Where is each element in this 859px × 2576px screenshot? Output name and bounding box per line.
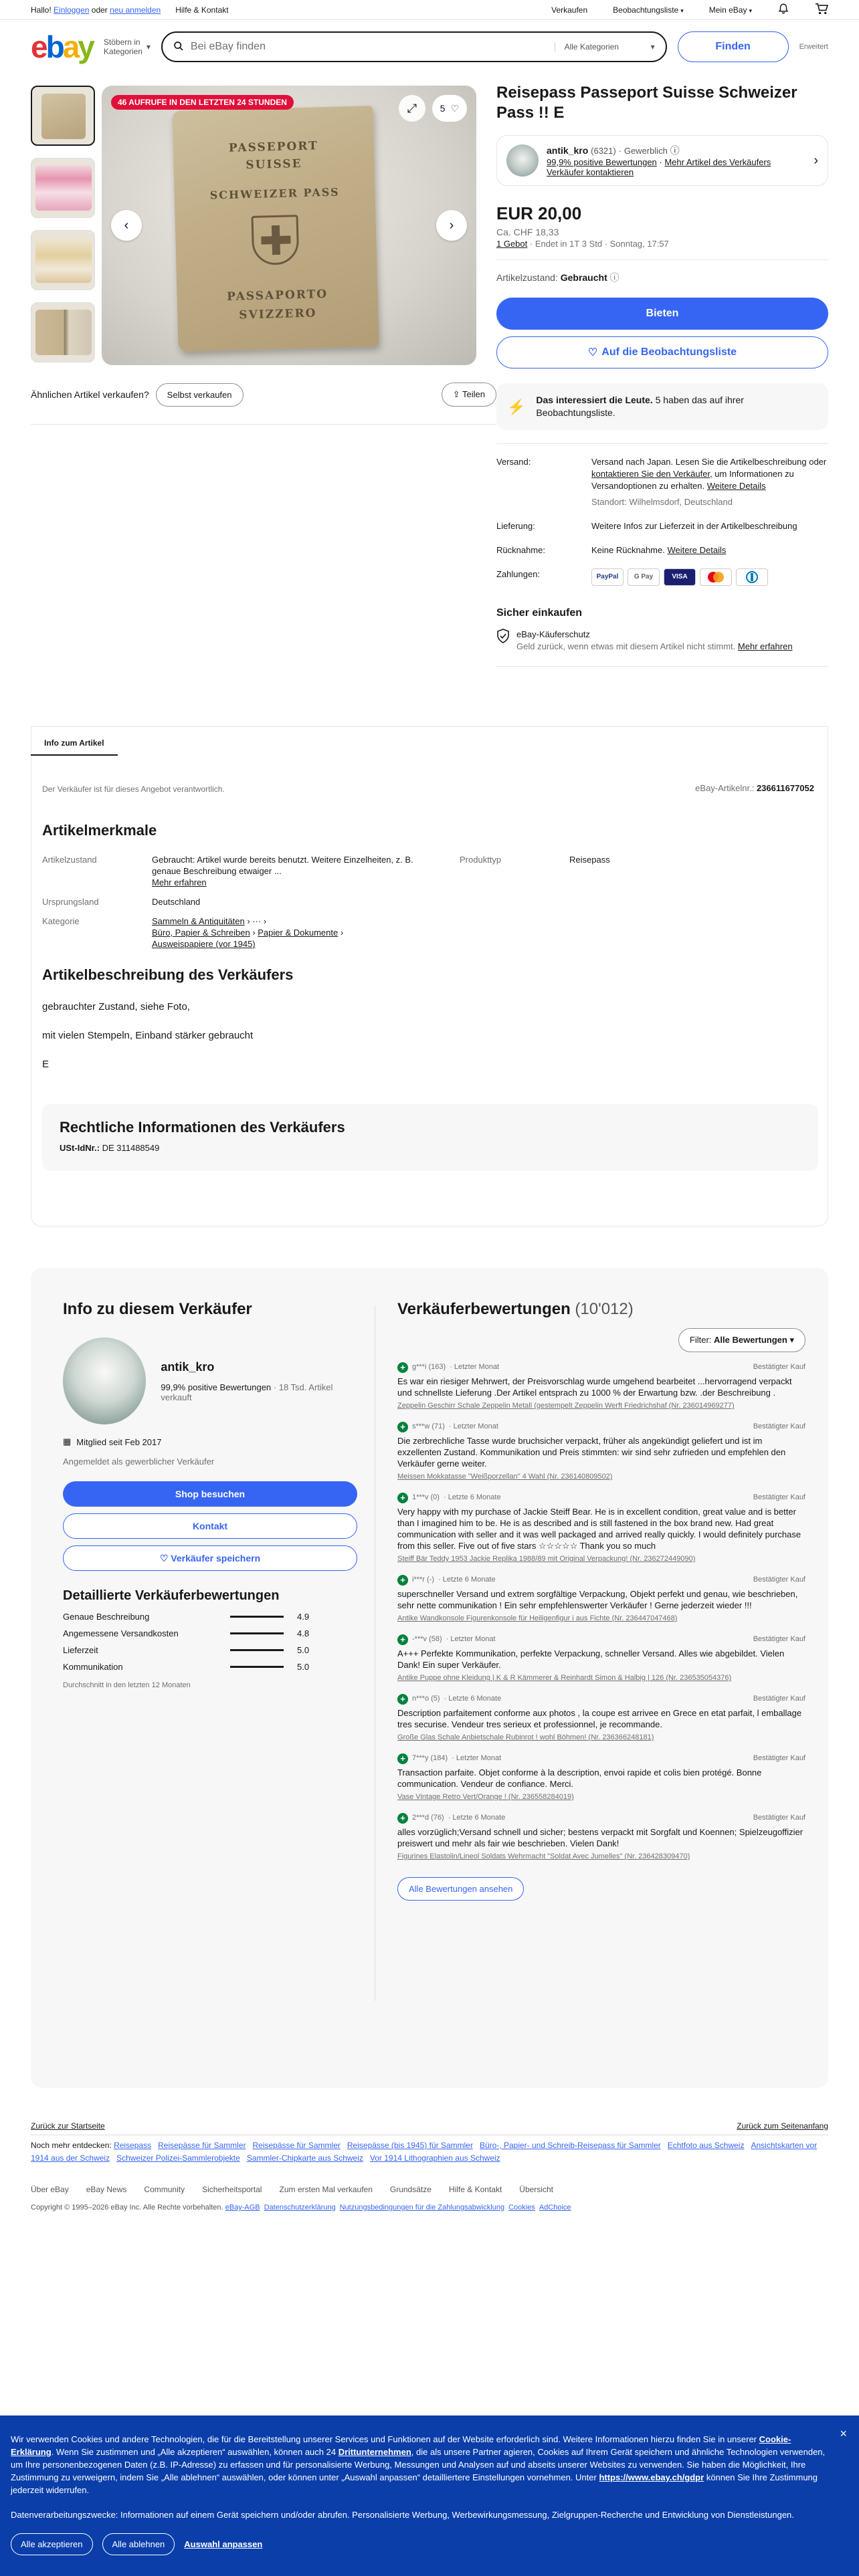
help-link[interactable]: Hilfe & Kontakt xyxy=(175,5,229,15)
seller-info-title: Info zu diesem Verkäufer xyxy=(63,1300,252,1318)
verified-purchase: Bestätigter Kauf xyxy=(753,1422,805,1430)
positive-feedback-link[interactable]: 99,9% positive Bewertungen xyxy=(547,157,657,167)
discover-link[interactable]: Reisepässe für Sammler xyxy=(158,2141,246,2150)
discover-link[interactable]: Reisepässe für Sammler xyxy=(252,2141,341,2150)
secure-shopping-title: Sicher einkaufen xyxy=(496,607,583,619)
feedback-user: n***o (5) xyxy=(412,1695,440,1703)
chevron-down-icon: ▾ xyxy=(749,7,752,14)
feedback-item-link[interactable]: Steiff Bär Teddy 1953 Jackie Replika 1988/89 mit Original Verpackung! (Nr. 236272449090) xyxy=(397,1555,696,1563)
feedback-time: · Letzter Monat xyxy=(450,1363,500,1371)
verified-purchase: Bestätigter Kauf xyxy=(753,1363,805,1371)
lightning-icon: ⚡ xyxy=(507,398,526,415)
shipping-row: Versand: Versand nach Japan. Lesen Sie die Artikelbeschreibung oder kontaktieren Sie den Verkäufer, um Informationen zu Versandoptionen zu erhalten. Weitere Details Standort: Wilhelmsdorf, Deutschland xyxy=(496,457,827,507)
footer-link[interactable]: Grundsätze xyxy=(389,2185,432,2194)
item-title: Reisepass Passeport Suisse Schweizer Pass !! E xyxy=(496,84,797,122)
feedback-user: 7***y (184) xyxy=(412,1754,448,1762)
shipping-details-link[interactable]: Weitere Details xyxy=(706,481,766,491)
seller-name[interactable]: antik_kro xyxy=(161,1360,215,1374)
bid-button[interactable]: Bieten xyxy=(496,298,828,330)
feedback-item-link[interactable]: Große Glas Schale Anbietschale Rubinrot ! wohl Böhmen! (Nr. 236366248181) xyxy=(397,1733,654,1741)
auction-end: · Endet in 1T 3 Std · Sonntag, 17:57 xyxy=(529,239,669,249)
sell-similar-bar xyxy=(31,383,496,407)
detailed-ratings-title: Detaillierte Verkäuferbewertungen xyxy=(63,1588,280,1603)
register-link[interactable]: neu anmelden xyxy=(110,5,161,15)
main-image[interactable] xyxy=(102,86,476,365)
legal-link[interactable]: eBay-AGB xyxy=(225,2204,260,2212)
google-pay-icon: G Pay xyxy=(628,568,660,586)
top-bar xyxy=(0,0,859,20)
feedback-text: Die zerbrechliche Tasse wurde bruchsicher verpackt, früher als angekündigt geliefert und ist im exzellenten Zustand. Kommunikation und Preis stimmten: wir sind sehr zufrieden und empfehlen den Verkäufer gerne weiter. xyxy=(397,1436,786,1469)
feedback-text: Very happy with my purchase of Jackie Steiff Bear. He is in excellent condition, great value and is better than I imagined him to be. He is as described and is still fastened in the box brand new. Had great communication with seller and it was well packaged and arrived really quickly. I would definitely purchase from this seller. Five out of five stars ☆☆☆☆☆ Thank you so much xyxy=(397,1507,801,1551)
feedback-time: · Letzte 6 Monate xyxy=(438,1576,496,1584)
footer-link[interactable]: eBay News xyxy=(86,2185,127,2194)
feedback-time: · Letzte 6 Monate xyxy=(443,1493,501,1501)
positive-icon: + xyxy=(397,1694,408,1705)
save-seller-button[interactable]: ♡ Verkäufer speichern xyxy=(63,1545,357,1571)
thumbnail-1[interactable] xyxy=(31,86,95,146)
feedback-time: · Letzte 6 Monate xyxy=(444,1695,502,1703)
previous-image-button[interactable] xyxy=(111,210,142,241)
close-icon[interactable]: × xyxy=(840,2427,847,2440)
feedback-user: 1***v (0) xyxy=(412,1493,440,1501)
item-number: eBay-Artikelnr.: 236611677052 xyxy=(695,783,814,793)
divider xyxy=(31,424,496,425)
verified-purchase: Bestätigter Kauf xyxy=(753,1754,805,1762)
category-link-1[interactable]: Sammeln & Antiquitäten xyxy=(152,916,245,926)
feedback-item-link[interactable]: Vase Vintage Retro Vert/Orange ! (Nr. 236558284019) xyxy=(397,1793,574,1801)
passport-image: PASSEPORT SUISSE SCHWEIZER PASS PASSAPORTO SVIZZERO xyxy=(172,106,379,352)
feedback-item xyxy=(397,1574,805,1624)
views-badge: 46 AUFRUFE IN DEN LETZTEN 24 STUNDEN xyxy=(111,95,294,110)
feedback-filter[interactable]: Filter: Alle Bewertungen ▾ xyxy=(678,1328,805,1352)
condition-more-link[interactable]: Mehr erfahren xyxy=(152,877,207,887)
discover-link[interactable]: Ansichtskarten vor 1914 aus der Schweiz xyxy=(31,2141,818,2163)
feedback-text: A+++ Perfekte Kommunikation, perfekte Verpackung, schneller Versand. Alles wie abgebildet. Vielen Dank! Ein super Verkäufer. xyxy=(397,1648,785,1670)
legal-info: Rechtliche Informationen des Verkäufers USt-IdNr.: DE 311488549 xyxy=(42,1104,818,1171)
seller-info: Info zu diesem Verkäufer antik_kro 99,9% positive Bewertungen · 18 Tsd. Artikel verkauft ▦ Mitglied seit Feb 2017 Angemeldet als gewerblicher Verkäufer Shop besuchen Kontakt ♡ Verkäufer speichern Detaillierte Verkäuferbewertungen Genaue Beschreibung 4.9 Angemessene Versandkosten 4.8 Lieferzeit 5.0 Kommunikation 5.0 Durchschnitt in den letzten 12 Monaten xyxy=(63,1300,357,1689)
cookie-statement-link[interactable]: Cookie-Erklärung xyxy=(11,2434,791,2457)
price: EUR 20,00 xyxy=(496,203,582,223)
heart-icon: ♡ xyxy=(587,347,598,358)
seller-feedback xyxy=(397,1300,805,1901)
thumbnail-list xyxy=(31,86,98,374)
positive-icon: + xyxy=(397,1493,408,1503)
item-specifics: Artikelzustand Gebraucht: Artikel wurde bereits benutzt. Weitere Einzelheiten, z. B. genaue Beschreibung etwaiger ... Mehr erfahren Produkttyp Reisepass Ursprungsland Deutschland Kategorie Sammeln & Antiquitäten › ··· › Büro, Papier & Schreiben › Papier & Dokumente › Ausweispapiere (vor 1945) xyxy=(42,855,610,949)
item-summary xyxy=(496,83,828,677)
chevron-down-icon: ▾ xyxy=(650,42,655,51)
watch-count-button[interactable]: 5 ♡ xyxy=(432,95,467,122)
visit-shop-button[interactable]: Shop besuchen xyxy=(63,1481,357,1507)
returns-row: Rücknahme: Keine Rücknahme. Weitere Details xyxy=(496,545,727,555)
chevron-down-icon: ▾ xyxy=(680,7,684,14)
info-icon[interactable]: ⓘ xyxy=(670,145,680,156)
more-items-link[interactable]: Mehr Artikel des Verkäufers xyxy=(664,157,771,167)
footer-link[interactable]: Hilfe & Kontakt xyxy=(448,2185,502,2194)
contact-seller-link[interactable]: kontaktieren Sie den Verkäufer xyxy=(591,469,710,479)
discover-link[interactable]: Schweizer Polizei-Sammlerobjekte xyxy=(116,2153,240,2163)
feedback-item xyxy=(397,1753,805,1803)
feedback-user: -***v (58) xyxy=(412,1635,442,1643)
positive-icon: + xyxy=(397,1813,408,1824)
watch-button[interactable]: ♡ Auf die Beobachtungsliste xyxy=(496,336,828,368)
all-feedback-button[interactable]: Alle Bewertungen ansehen xyxy=(397,1877,524,1901)
feedback-item xyxy=(397,1693,805,1743)
footer-link[interactable]: Übersicht xyxy=(519,2185,553,2194)
bell-icon[interactable] xyxy=(777,3,789,17)
feedback-text: superschneller Versand und extrem sorgfältige Verpackung, Objekt perfekt und genau, wie beschrieben, sehr nette communikation ! Ein sehr empfehlenswerter Verkäufer ! Gerne jederzeit wieder !!! xyxy=(397,1589,798,1610)
positive-icon: + xyxy=(397,1422,408,1432)
third-parties-link[interactable]: Drittunternehmen xyxy=(338,2447,411,2457)
category-link-2[interactable]: Büro, Papier & Schreiben xyxy=(152,928,250,938)
verified-purchase: Bestätigter Kauf xyxy=(753,1635,805,1643)
positive-icon: + xyxy=(397,1634,408,1645)
feedback-item-link[interactable]: Meissen Mokkatasse "Weißporzellan" 4 Wahl (Nr. 236140809502) xyxy=(397,1473,613,1481)
feedback-text: Es war ein riesiger Mehrwert, der Preisvorschlag wurde umgehend bearbeitet ...hervorragend verpackt und schnellste Lieferung .Der Artikel entsprach zu 1000 % der Erwartung bzw. .der Beschreibung . xyxy=(397,1376,792,1398)
category-link-3[interactable]: Papier & Dokumente xyxy=(258,928,339,938)
back-top-link[interactable]: Zurück zum Seitenanfang xyxy=(737,2121,828,2131)
protection-more-link[interactable]: Mehr erfahren xyxy=(737,641,793,651)
positive-icon: + xyxy=(397,1575,408,1586)
reject-all-button[interactable]: Alle ablehnen xyxy=(102,2533,175,2555)
chevron-right-icon: › xyxy=(449,217,454,233)
mastercard-icon xyxy=(700,568,732,586)
delivery-row: Lieferung: Weitere Infos zur Lieferzeit in der Artikelbeschreibung xyxy=(496,521,797,531)
verified-purchase: Bestätigter Kauf xyxy=(753,1814,805,1822)
discover-link[interactable]: Sammler-Chipkarte aus Schweiz xyxy=(246,2153,363,2163)
features-title: Artikelmerkmale xyxy=(42,822,157,839)
verified-purchase: Bestätigter Kauf xyxy=(753,1493,805,1501)
watchlist-menu[interactable]: Beobachtungsliste ▾ xyxy=(613,5,684,15)
chevron-left-icon: ‹ xyxy=(124,217,129,233)
feedback-item-link[interactable]: Antike Wandkonsole Figurenkonsole für Heiligenfigur i aus Fichte (Nr. 236447047468) xyxy=(397,1614,678,1622)
seller-description-title: Artikelbeschreibung des Verkäufers xyxy=(42,966,294,983)
chevron-down-icon: ▾ xyxy=(146,42,151,51)
verified-purchase: Bestätigter Kauf xyxy=(753,1576,805,1584)
ebay-logo[interactable]: ebay xyxy=(31,29,93,64)
feedback-item xyxy=(397,1362,805,1412)
returns-details-link[interactable]: Weitere Details xyxy=(667,545,727,555)
sell-link[interactable]: Verkaufen xyxy=(551,5,588,15)
accept-all-button[interactable]: Alle akzeptieren xyxy=(11,2533,93,2555)
thumbnail-4[interactable] xyxy=(31,302,95,362)
seller-avatar[interactable] xyxy=(63,1337,146,1424)
feedback-list xyxy=(397,1362,805,1862)
discover-link[interactable]: Reisepässe (bis 1945) für Sammler xyxy=(347,2141,473,2150)
feedback-time: · Letzter Monat xyxy=(446,1635,496,1643)
condition-row: Artikelzustand: Gebraucht ⓘ xyxy=(496,272,619,283)
feedback-user: g***i (163) xyxy=(412,1363,446,1371)
feedback-text: Description parfaitement conforme aux photos , la coupe est arrivee en Grece en etat parfait, l emballage tres securise. Vendeur tres serieux et professionnel, je recommande. xyxy=(397,1708,802,1729)
thumbnail-2[interactable] xyxy=(31,158,95,218)
legal-link[interactable]: Datenschutzerklärung xyxy=(264,2204,336,2212)
feedback-text: Transaction parfaite. Objet conforme à la description, envoi rapide et colis bien protégé. Bonne communication. Vendeur de confiance. Merci. xyxy=(397,1767,762,1789)
positive-icon: + xyxy=(397,1362,408,1373)
feedback-item xyxy=(397,1492,805,1565)
bids-link[interactable]: 1 Gebot xyxy=(496,239,528,249)
feedback-text: alles vorzüglich;Versand schnell und sicher; bestens verpackt mit Sorgfalt und Koennen; Spielzeugoffizier preiswert und mehr als fair wie beschrieben. Vielen Dank! xyxy=(397,1827,803,1848)
next-image-button[interactable] xyxy=(436,210,467,241)
legal-link[interactable]: AdChoice xyxy=(539,2204,571,2212)
seller-name[interactable]: antik_kro xyxy=(547,145,589,156)
share-button[interactable]: ⇪ Teilen xyxy=(442,383,496,407)
legal-link[interactable]: Nutzungsbedingungen für die Zahlungsabwicklung xyxy=(339,2204,505,2212)
feedback-user: 2***d (76) xyxy=(412,1814,444,1822)
heart-icon: ♡ xyxy=(450,102,459,114)
seller-card[interactable]: antik_kro (6321) · Gewerblich ⓘ 99,9% positive Bewertungen · Mehr Artikel des Verkäufers Verkäufer kontaktieren › xyxy=(496,135,828,186)
seller-description: gebrauchter Zustand, siehe Foto, mit vielen Stempeln, Einband stärker gebraucht E xyxy=(42,1001,254,1070)
detailed-ratings: Genaue Beschreibung 4.9 Angemessene Versandkosten 4.8 Lieferzeit 5.0 Kommunikation 5.0 xyxy=(63,1612,310,1672)
gdpr-link[interactable]: https://www.ebay.ch/gdpr xyxy=(599,2472,704,2482)
seller-responsibility: Der Verkäufer ist für dieses Angebot verantwortlich. xyxy=(42,784,225,794)
buyer-protection: eBay-Käuferschutz Geld zurück, wenn etwas mit diesem Artikel nicht stimmt. Mehr erfahren xyxy=(496,629,828,653)
cookie-banner: × Wir verwenden Cookies und andere Technologien, die für die Bereitstellung unserer Services und Funktionen auf der Website erforderlich sind. Weitere Informationen hierzu finden Sie in unserer Cookie-Erklärung. Wenn Sie zustimmen und „Alle akzeptieren“ auswählen, können auch 24 Drittunternehmen, die als unsere Partner agieren, Cookies auf Ihrem Gerät speichern und ähnliche Technologien verwenden, um Ihre personenbezogenen Daten (z.B. IP-Adresse) zu erfassen und für personalisierte Werbung, Messungen und Analysen auf und abseits unserer Websites zu verwenden. Sie haben die Möglichkeit, Ihre Zustimmung zu verweigern, indem Sie „Alle ablehnen“ auswählen, oder können unter „Auswahl anpassen“ detailliertere Einstellungen vornehmen. Unter https://www.ebay.ch/gdpr können Sie Ihre Zustimmung jederzeit widerrufen. Datenverarbeitungszwecke: Informationen auf einem Gerät speichern und/oder abrufen. Personalisierte Werbung, Werbewirkungsmessung, Zielgruppen-Recherche und Entwicklung von Dienstleistungen. Alle akzeptieren Alle ablehnen Auswahl anpassen xyxy=(0,2416,859,2576)
paypal-icon: PayPal xyxy=(591,568,624,586)
verified-purchase: Bestätigter Kauf xyxy=(753,1695,805,1703)
footer xyxy=(31,2121,828,2212)
header xyxy=(0,20,859,74)
expand-icon[interactable]: ⤢ xyxy=(399,95,425,122)
feedback-item-link[interactable]: Figurines Elastolin/Lineol Soldats Wehrmacht "Soldat Avec Jumelles" (Nr. 236428309470) xyxy=(397,1852,690,1860)
footer-link[interactable]: Community xyxy=(144,2185,185,2194)
discover-more: Noch mehr entdecken: Reisepass Reisepässe für Sammler Reisepässe für Sammler Reisepässe (bis 1945) für Sammler Büro-, Papier- und Schreib-Reisepass für Sammler Echtfoto aus Schweiz Ansichtskarten vor 1914 aus der Schweiz Schweizer Polizei-Sammlerobjekte Sammler-Chipkarte aus Schweiz Vor 1914 Lithographien aus Schweiz xyxy=(31,2135,828,2165)
copyright: Copyright © 1995–2026 eBay Inc. Alle Rechte vorbehalten. eBay-AGB Datenschutzerklärung Nutzungsbedingungen für die Zahlungsabwicklung Cookies AdChoice xyxy=(31,2204,571,2212)
sell-similar-text: Ähnlichen Artikel verkaufen? xyxy=(31,389,149,400)
search-input[interactable]: Bei eBay finden xyxy=(190,41,266,52)
feedback-item xyxy=(397,1421,805,1483)
footer-link[interactable]: Über eBay xyxy=(31,2185,69,2194)
seller-avatar xyxy=(506,144,539,177)
category-select[interactable]: Alle Kategorien ▾ xyxy=(555,42,655,51)
search-icon xyxy=(173,41,184,53)
cart-icon[interactable] xyxy=(815,3,828,17)
feedback-item-link[interactable]: Zeppelin Geschirr Schale Zeppelin Metall (gestempelt Zeppelin Werft Friedrichshaf (Nr. 236014969277) xyxy=(397,1402,735,1410)
search-bar xyxy=(161,31,667,62)
heart-icon: ♡ xyxy=(159,1552,171,1564)
chevron-right-icon: › xyxy=(814,152,818,168)
payment-row: Zahlungen: PayPal G Pay VISA xyxy=(496,568,828,586)
calendar-icon: ▦ xyxy=(63,1436,72,1446)
find-button[interactable]: Finden xyxy=(678,31,789,62)
item-description-panel xyxy=(31,726,828,1226)
footer-link[interactable]: Sicherheitsportal xyxy=(202,2185,262,2194)
feedback-time: · Letzter Monat xyxy=(448,1422,498,1430)
info-icon[interactable]: ⓘ xyxy=(609,272,619,283)
feedback-time: · Letzter Monat xyxy=(452,1754,502,1762)
feedback-user: s***w (71) xyxy=(412,1422,445,1430)
footer-links xyxy=(31,2185,828,2194)
discover-link[interactable]: Echtfoto aus Schweiz xyxy=(667,2141,745,2150)
footer-link[interactable]: Zum ersten Mal verkaufen xyxy=(279,2185,373,2194)
feedback-user: i***r (-) xyxy=(412,1576,434,1584)
contact-seller-link[interactable]: Verkäufer kontaktieren xyxy=(547,167,634,177)
my-ebay-menu[interactable]: Mein eBay ▾ xyxy=(708,5,752,15)
greeting: Hallo! Einloggen oder neu anmelden xyxy=(31,5,161,15)
description-tabs xyxy=(31,732,118,756)
contact-button[interactable]: Kontakt xyxy=(63,1513,357,1539)
chevron-down-icon: ▾ xyxy=(789,1335,794,1345)
discover-link[interactable]: Reisepass xyxy=(114,2141,152,2150)
shop-by-category-button[interactable]: Stöbern in Kategorien ▾ xyxy=(103,37,151,56)
visa-icon: VISA xyxy=(664,568,696,586)
feedback-item-link[interactable]: Antike Puppe ohne Kleidung | K & R Kämmerer & Reinhardt Simon & Halbig | 126 (Nr. 236535054376) xyxy=(397,1674,732,1682)
tab-item-info[interactable]: Info zum Artikel xyxy=(31,732,118,756)
discover-link[interactable]: Vor 1914 Lithographien aus Schweiz xyxy=(369,2153,500,2163)
customize-button[interactable]: Auswahl anpassen xyxy=(184,2539,263,2549)
swiss-cross-emblem xyxy=(251,215,299,265)
share-icon: ⇪ xyxy=(452,389,463,399)
discover-link[interactable]: Büro-, Papier- und Schreib-Reisepass für Sammler xyxy=(479,2141,661,2150)
legal-link[interactable]: Cookies xyxy=(508,2204,535,2212)
diners-icon xyxy=(736,568,768,586)
feedback-item xyxy=(397,1634,805,1684)
thumbnail-3[interactable] xyxy=(31,230,95,290)
sell-own-button[interactable]: Selbst verkaufen xyxy=(156,383,244,407)
interest-banner: ⚡ Das interessiert die Leute. 5 haben das auf ihrer Beobachtungsliste. xyxy=(496,383,828,430)
seller-section xyxy=(31,1268,828,2088)
feedback-time: · Letzte 6 Monate xyxy=(448,1814,506,1822)
feedback-item xyxy=(397,1812,805,1862)
advanced-search-link[interactable]: Erweitert xyxy=(799,43,828,51)
shield-icon xyxy=(496,629,510,653)
price-chf: Ca. CHF 18,33 xyxy=(496,227,559,237)
category-link-4[interactable]: Ausweispapiere (vor 1945) xyxy=(152,939,256,949)
back-home-link[interactable]: Zurück zur Startseite xyxy=(31,2121,105,2131)
positive-icon: + xyxy=(397,1753,408,1764)
login-link[interactable]: Einloggen xyxy=(54,5,90,15)
feedback-title: Verkäuferbewertungen (10'012) xyxy=(397,1300,634,1318)
